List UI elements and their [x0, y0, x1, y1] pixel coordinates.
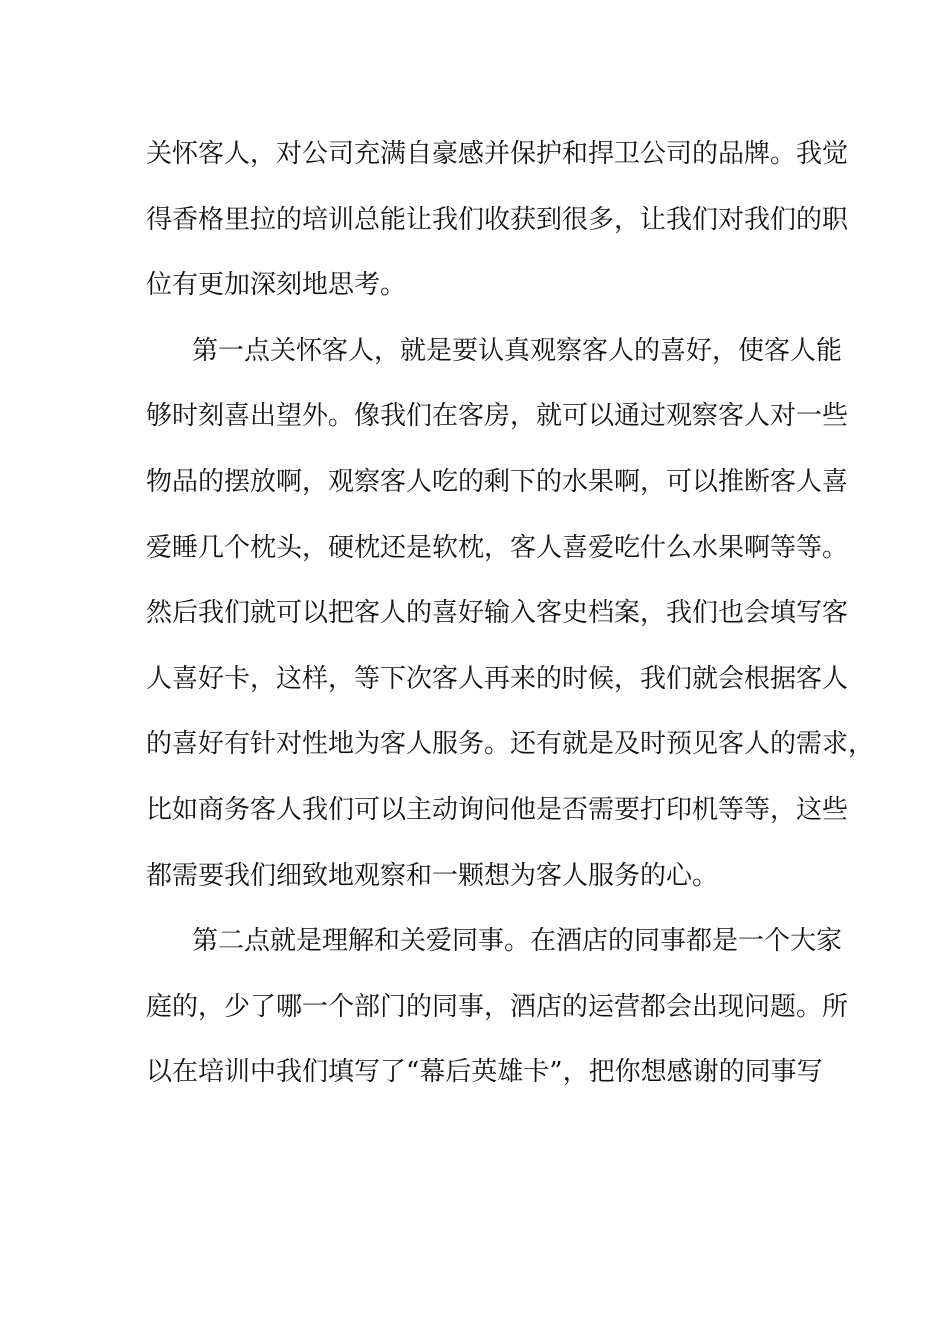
- text-line: 庭的，少了哪一个部门的同事，酒店的运营都会出现问题。所: [146, 991, 849, 1022]
- text-line: 的喜好有针对性地为客人服务。还有就是及时预见客人的需求，: [146, 729, 875, 760]
- paragraph-first-line: 第二点就是理解和关爱同事。在酒店的同事都是一个大家: [192, 926, 843, 957]
- text-line: 都需要我们细致地观察和一颗想为客人服务的心。: [146, 860, 719, 891]
- text-line: 爱睡几个枕头，硬枕还是软枕，客人喜爱吃什么水果啊等等。: [146, 532, 849, 563]
- text-line: 然后我们就可以把客人的喜好输入客史档案，我们也会填写客: [146, 598, 849, 629]
- text-line: 比如商务客人我们可以主动询问他是否需要打印机等等，这些: [146, 794, 849, 825]
- text-line: 物品的摆放啊，观察客人吃的剩下的水果啊，可以推断客人喜: [146, 466, 849, 497]
- text-line: 位有更加深刻地思考。: [146, 270, 407, 301]
- text-line: 够时刻喜出望外。像我们在客房，就可以通过观察客人对一些: [146, 401, 849, 432]
- text-line: 得香格里拉的培训总能让我们收获到很多，让我们对我们的职: [146, 204, 849, 235]
- body-text: [146, 130, 875, 1114]
- paragraph-first-line: 第一点关怀客人，就是要认真观察客人的喜好，使客人能: [192, 335, 843, 366]
- text-line: 关怀客人，对公司充满自豪感并保护和捍卫公司的品牌。我觉: [146, 139, 849, 169]
- text-line: 以在培训中我们填写了“幕后英雄卡”，把你想感谢的同事写: [146, 1057, 823, 1088]
- text-line: 人喜好卡，这样，等下次客人再来的时候，我们就会根据客人: [146, 663, 849, 694]
